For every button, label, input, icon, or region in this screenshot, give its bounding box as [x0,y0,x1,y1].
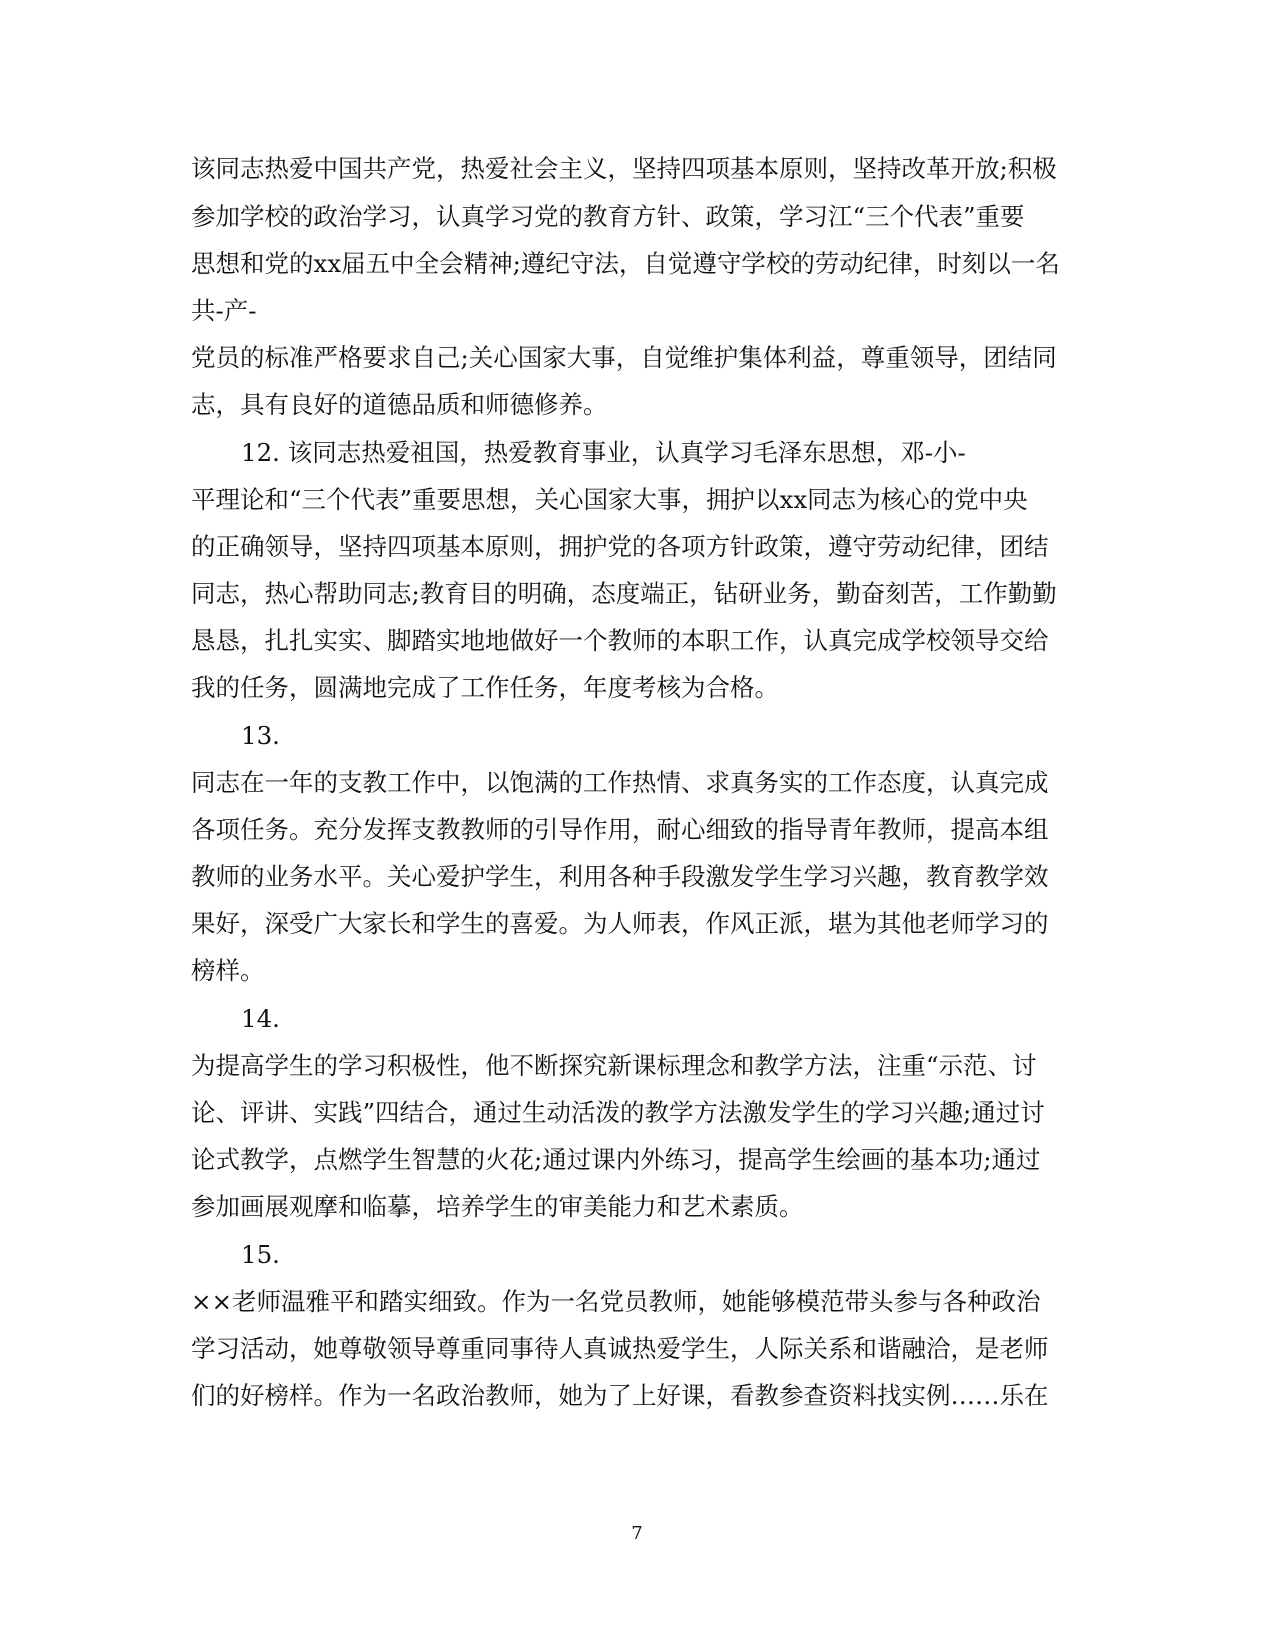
text-line: 学习活动，她尊敬领导尊重同事待人真诚热爱学生，人际关系和谐融洽，是老师 [191,1334,1049,1363]
text-line: 共-产- [191,296,257,325]
text-line: 的正确领导，坚持四项基本原则，拥护党的各项方针政策，遵守劳动纪律，团结 [191,532,1049,561]
page-number: 7 [631,1523,643,1544]
text-line: 志，具有良好的道德品质和师德修养。 [191,390,608,419]
text-line: 党员的标准严格要求自己;关心国家大事，自觉维护集体利益，尊重领导，团结同 [191,343,1057,372]
text-line: 各项任务。充分发挥支教教师的引导作用，耐心细致的指导青年教师，提高本组 [191,815,1049,844]
item-number-15: 15. [241,1240,280,1269]
paragraph-start-12: 12. 该同志热爱祖国，热爱教育事业，认真学习毛泽东思想，邓-小- [241,438,966,467]
text-line: 思想和党的xx届五中全会精神;遵纪守法，自觉遵守学校的劳动纪律，时刻以一名 [191,249,1060,278]
text-line: 们的好榜样。作为一名政治教师，她为了上好课，看教参查资料找实例……乐在 [191,1381,1049,1410]
text-line: 平理论和“三个代表”重要思想，关心国家大事，拥护以xx同志为核心的党中央 [191,485,1028,514]
item-number-14: 14. [241,1004,280,1033]
text-line: 同志在一年的支教工作中，以饱满的工作热情、求真务实的工作态度，认真完成 [191,768,1049,797]
text-line: 恳恳，扎扎实实、脚踏实地地做好一个教师的本职工作，认真完成学校领导交给 [191,626,1049,655]
text-line: 参加学校的政治学习，认真学习党的教育方针、政策，学习江“三个代表”重要 [191,202,1025,231]
item-number-13: 13. [241,721,280,750]
text-line: 论式教学，点燃学生智慧的火花;通过课内外练习，提高学生绘画的基本功;通过 [191,1145,1041,1174]
text-line: 论、评讲、实践”四结合，通过生动活泼的教学方法激发学生的学习兴趣;通过讨 [191,1098,1045,1127]
text-line: 我的任务，圆满地完成了工作任务，年度考核为合格。 [191,673,779,702]
text-line: 该同志热爱中国共产党，热爱社会主义，坚持四项基本原则，坚持改革开放;积极 [191,154,1057,183]
text-line: 为提高学生的学习积极性，他不断探究新课标理念和教学方法，注重“示范、讨 [191,1051,1037,1080]
text-line: 榜样。 [191,956,265,985]
text-line: 教师的业务水平。关心爱护学生，利用各种手段激发学生学习兴趣，教育教学效 [191,862,1049,891]
text-line: 果好，深受广大家长和学生的喜爱。为人师表，作风正派，堪为其他老师学习的 [191,909,1049,938]
text-line: 参加画展观摩和临摹，培养学生的审美能力和艺术素质。 [191,1192,804,1221]
text-line: 同志，热心帮助同志;教育目的明确，态度端正，钻研业务，勤奋刻苦，工作勤勤 [191,579,1057,608]
text-line: ××老师温雅平和踏实细致。作为一名党员教师，她能够模范带头参与各种政治 [191,1287,1041,1316]
